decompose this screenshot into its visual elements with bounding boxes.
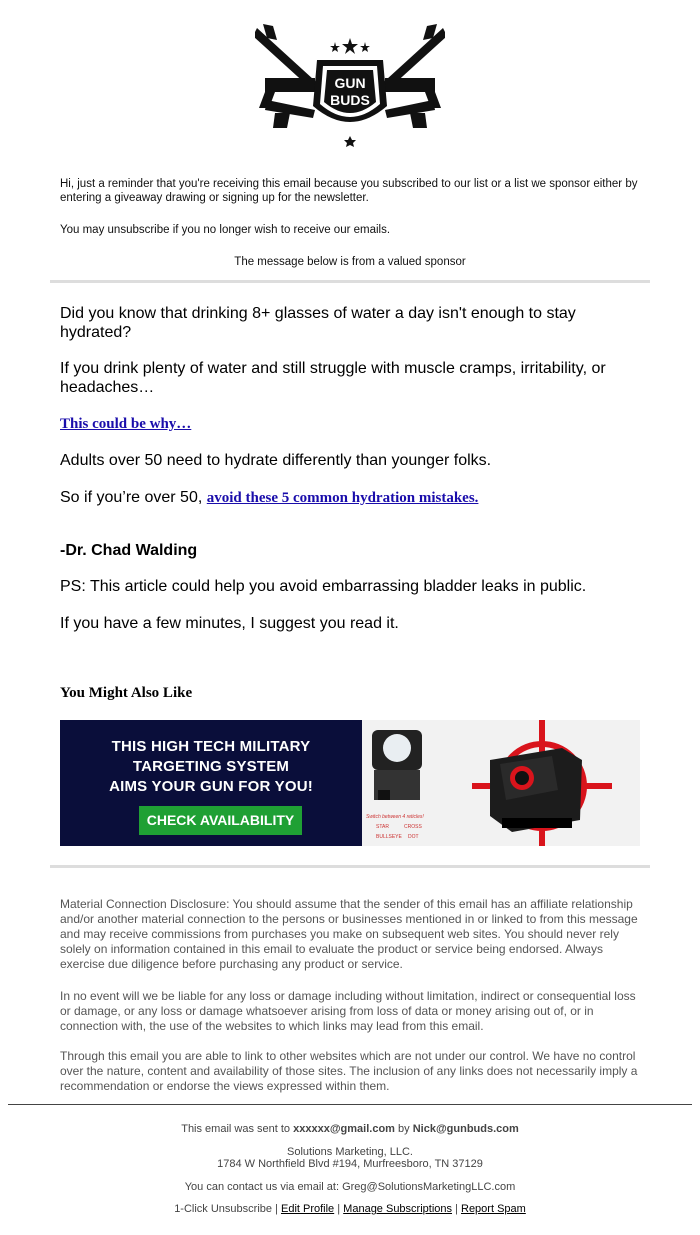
footer-links [0, 1203, 700, 1216]
gun-buds-logo[interactable] [255, 18, 445, 150]
check-availability-button[interactable]: CHECK AVAILABILITY [139, 806, 302, 835]
manage-subscriptions-link[interactable]: Manage Subscriptions [343, 1203, 453, 1215]
hydration-mistakes-link[interactable]: avoid these 5 common hydration mistakes. [206, 490, 479, 506]
this-could-be-why-link[interactable]: This could be why… [60, 416, 192, 432]
sponsor-note: The message below is from a valued sponsor [234, 256, 466, 268]
one-click-unsubscribe-link[interactable]: 1-Click Unsubscribe [174, 1203, 272, 1215]
signature: -Dr. Chad Walding [60, 542, 198, 559]
message-paragraph-2: If you drink plenty of water and still struggle with muscle cramps, irritability, or headaches… [60, 360, 606, 396]
reticle-bullseye-label: BULLSEYE [376, 834, 402, 840]
sent-by: by [398, 1123, 410, 1135]
reticle-caption: Switch between 4 reticles! [366, 814, 424, 820]
recipient-email: xxxxxx@gmail.com [293, 1123, 395, 1135]
ad-headline-line-1: THIS HIGH TECH MILITARY [111, 738, 311, 755]
logo-text-gun: GUN [334, 75, 366, 91]
footer-divider [8, 1104, 692, 1105]
ad-image-panel [362, 720, 640, 846]
paragraph-4-prefix: So if you’re over 50, [60, 489, 203, 506]
subscription-reminder: Hi, just a reminder that you're receiving this email because you subscribed to our list or a list we sponsor either by entering a giveaway drawing or signing up for the newsletter. [60, 178, 638, 204]
material-connection-disclosure: Material Connection Disclosure: You should assume that the sender of this email has an affiliate relationship and/or another material connection to the persons or businesses mentioned in or linked to from this message and may receive commissions from purchases you make on subsequent web sites. You should never rely solely on information contained in this email to evaluate the product or service being endorsed. Always exercise due diligence before purchasing any product or service. [60, 897, 638, 971]
message-paragraph-3: Adults over 50 need to hydrate differently than younger folks. [60, 452, 492, 469]
report-spam-link[interactable]: Report Spam [461, 1203, 526, 1215]
sender-email: Nick@gunbuds.com [412, 1123, 519, 1135]
message-paragraph-4 [60, 488, 620, 508]
external-links-disclaimer: Through this email you are able to link to other websites which are not under our control. We have no control over the nature, content and availability of those sites. The inclusion of any links does not necessarily imply a recommendation or endorse the views expressed within them. [60, 1049, 638, 1093]
ad-headline-line-3: AIMS YOUR GUN FOR YOU! [109, 778, 313, 795]
targeting-system-ad-banner[interactable] [60, 720, 640, 846]
company-name: Solutions Marketing, LLC. [287, 1146, 413, 1158]
related-heading: You Might Also Like [60, 685, 193, 701]
reticle-cross-label: CROSS [404, 824, 422, 830]
edit-profile-link[interactable]: Edit Profile [280, 1203, 335, 1215]
message-paragraph-1: Did you know that drinking 8+ glasses of water a day isn't enough to stay hydrated? [60, 305, 576, 341]
reticle-dot-label: DOT [408, 834, 419, 840]
divider-bottom [50, 865, 650, 868]
reticle-star-label: STAR [376, 824, 389, 830]
divider-top [50, 280, 650, 283]
ad-headline-line-2: TARGETING SYSTEM [132, 758, 290, 775]
ad-text-panel [60, 720, 362, 846]
sent-prefix: This email was sent to [181, 1123, 291, 1135]
ad-headline [70, 737, 352, 797]
unsubscribe-note: You may unsubscribe if you no longer wish to receive our emails. [60, 224, 391, 236]
logo-text-buds: BUDS [330, 92, 370, 108]
link-separator: | [455, 1203, 458, 1215]
sent-to-line [0, 1123, 700, 1136]
company-address: 1784 W Northfield Blvd #194, Murfreesboro, TN 37129 [217, 1158, 483, 1170]
ps-paragraph: PS: This article could help you avoid embarrassing bladder leaks in public. [60, 578, 587, 595]
liability-disclaimer: In no event will we be liable for any loss or damage including without limitation, indirect or consequential loss or damage, or any loss or damage whatsoever arising from loss of data or money arising out of, or in connection with, the use of the websites to which links may lead from this email. [60, 989, 636, 1033]
link-separator: | [337, 1203, 341, 1215]
red-dot-sight-image [362, 720, 640, 846]
link-separator: | [275, 1203, 278, 1215]
gun-buds-logo-graphic [255, 18, 445, 150]
message-paragraph-link [60, 414, 620, 434]
closing-paragraph: If you have a few minutes, I suggest you read it. [60, 615, 399, 632]
contact-line: You can contact us via email at: Greg@SolutionsMarketingLLC.com [184, 1181, 516, 1193]
